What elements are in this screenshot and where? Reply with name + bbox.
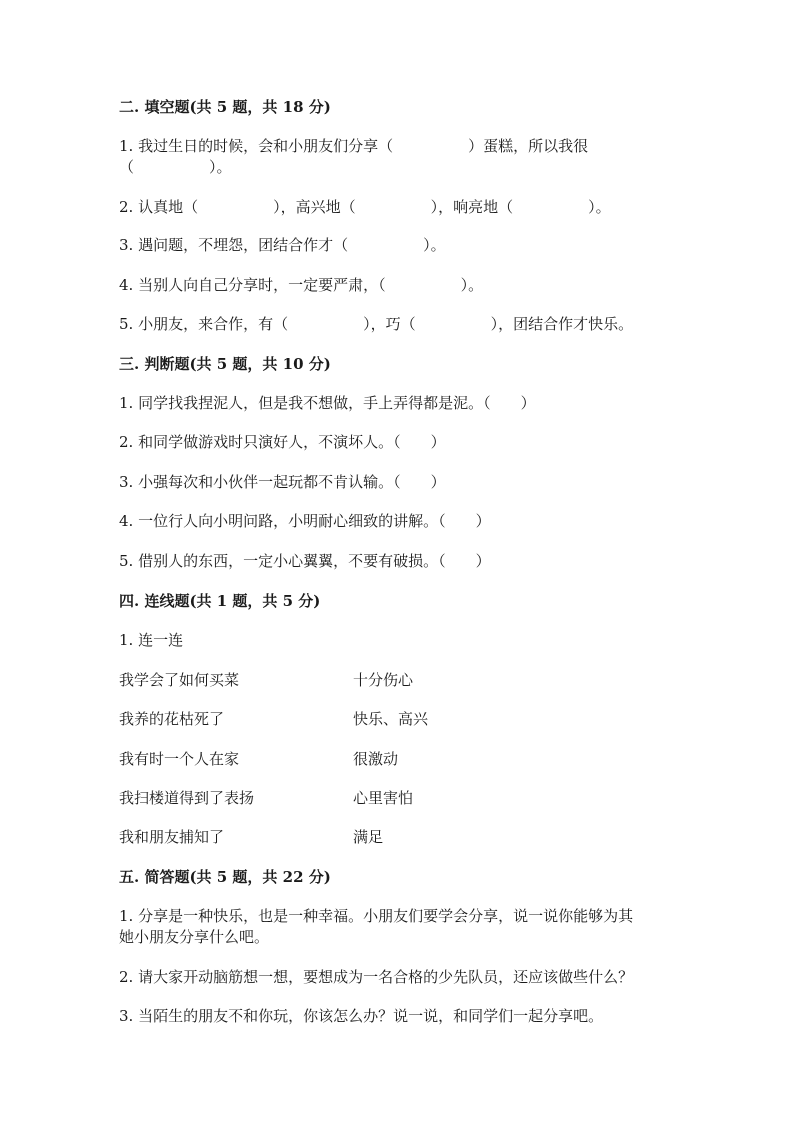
match-left-item: 我和朋友捕知了 [119,828,225,846]
match-right-item: 十分伤心 [353,671,414,689]
match-left-item: 我有时一个人在家 [119,750,240,768]
short-q1-line1: 1. 分享是一种快乐，也是一种幸福。小朋友们要学会分享，说一说你能够为其 [119,907,634,925]
match-right-item: 快乐、高兴 [353,710,429,728]
judge-q4: 4. 一位行人向小明问路，小明耐心细致的讲解。（ ） [119,512,491,530]
match-right-item: 满足 [353,828,384,846]
short-q2: 2. 请大家开动脑筋想一想，要想成为一名合格的少先队员，还应该做些什么？ [119,968,634,986]
fill-q2: 2. 认真地（ ），高兴地（ ），响亮地（ ）。 [119,198,611,216]
fill-q4: 4. 当别人向自己分享时，一定要严肃，（ ）。 [119,276,484,294]
judge-q1: 1. 同学找我捏泥人，但是我不想做，手上弄得都是泥。（ ） [119,394,536,412]
fill-q1-line1: 1. 我过生日的时候，会和小朋友们分享（ ）蛋糕，所以我很 [119,137,589,155]
judge-q3: 3. 小强每次和小伙伴一起玩都不肯认输。（ ） [119,473,446,491]
match-left-item: 我养的花枯死了 [119,710,225,728]
short-q1-line2: 她小朋友分享什么吧。 [119,928,270,946]
fill-q1-line2: （ ）。 [119,158,232,176]
short-q3: 3. 当陌生的朋友不和你玩，你该怎么办？说一说，和同学们一起分享吧。 [119,1007,604,1025]
match-left-item: 我扫楼道得到了表扬 [119,789,255,807]
fill-q5: 5. 小朋友，来合作，有（ ），巧（ ），团结合作才快乐。 [119,315,634,333]
judge-q5: 5. 借别人的东西，一定小心翼翼，不要有破损。（ ） [119,552,491,570]
fill-q3: 3. 遇问题，不埋怨，团结合作才（ ）。 [119,236,446,254]
match-right-item: 很激动 [353,750,399,768]
match-left-item: 我学会了如何买菜 [119,671,240,689]
judge-q2: 2. 和同学做游戏时只演好人，不演坏人。（ ） [119,433,446,451]
section-heading-judge: 三. 判断题(共 5 题，共 10 分) [119,355,331,373]
section-heading-match: 四. 连线题(共 1 题，共 5 分) [119,592,321,610]
match-q1: 1. 连一连 [119,631,184,649]
section-heading-short: 五. 简答题(共 5 题，共 22 分) [119,868,331,886]
section-heading-fill: 二. 填空题(共 5 题，共 18 分) [119,98,331,116]
match-right-item: 心里害怕 [353,789,414,807]
